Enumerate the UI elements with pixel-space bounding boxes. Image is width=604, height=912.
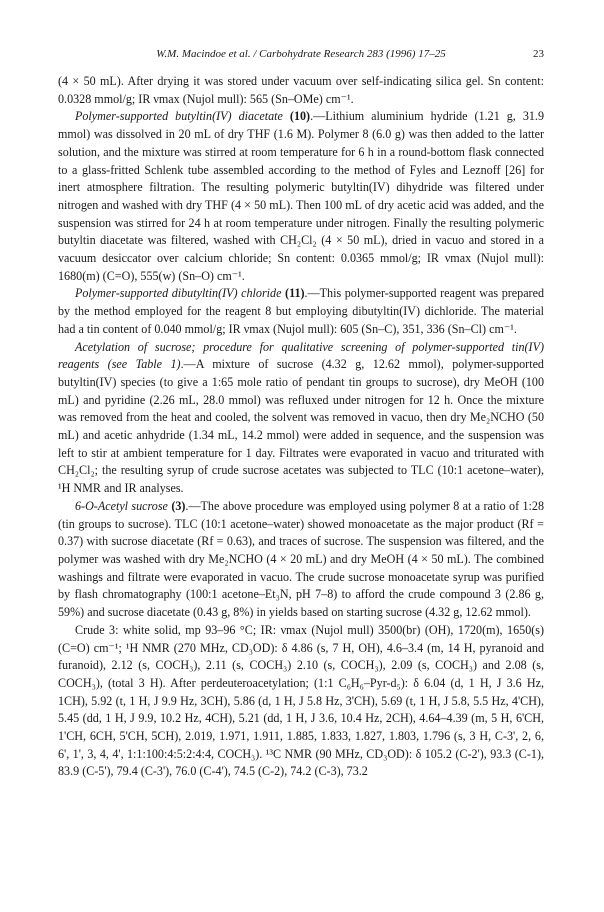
paragraph-acetyl-sucrose xyxy=(58,498,544,622)
section-heading: Acetylation of sucrose; procedure for qualitative screening of polymer-supported tin(IV) reagents (see Table 1) xyxy=(58,339,544,372)
section-heading: 6-O-Acetyl sucrose xyxy=(75,498,172,513)
heading-dash: .— xyxy=(180,357,196,372)
heading-dash: .— xyxy=(304,286,320,301)
paragraph-text: (4 × 50 mL). After drying it was stored under vacuum over self-indicating silica gel. Sn content: 0.0328 mmol/g; IR νmax (Nujol mull): 565 (Sn–OMe) cm⁻¹. xyxy=(58,74,544,106)
heading-dash: .— xyxy=(185,498,201,513)
compound-number: (3) xyxy=(171,498,186,513)
paragraph-crude-3-characterization xyxy=(58,622,544,781)
paragraph-text: A mixture of sucrose (4.32 g, 12.62 mmol), polymer-supported butyltin(IV) species (to give a 1:65 mole ratio of pendant tin groups to sucrose), dry MeOH (100 mL) and pyridine (2.26 mL, 28.0 mmol) was refluxed under nitrogen for 12 h. Once the mixture was removed from the heat and cooled, the solvent was removed in vacuo, then dry Me₂NCHO (50 mL) and acetic anhydride (1.34 mL, 14.2 mmol) were added in sequence, and the suspension was left to stir at ambient temperature for 1 day. Filtrates were evaporated in vacuo and triturated with CH₂Cl₂; the resulting syrup of crude sucrose acetates was subjected to TLC (10:1 acetone–water), ¹H NMR and IR analyses. xyxy=(58,357,544,496)
running-head: W.M. Macindoe et al. / Carbohydrate Research 283 (1996) 17–25 xyxy=(156,48,446,60)
paragraph-text: Crude 3: white solid, mp 93–96 °C; IR: νmax (Nujol mull) 3500(br) (OH), 1720(m), 1650(s) (C=O) cm⁻¹; ¹H NMR (270 MHz, CD₃OD): δ 4.86 (s, 7 H, OH), 4.6–3.4 (m, 14 H, pyranoid and furanoid), 2.12 (s, COCH₃), 2.11 (s, COCH₃) 2.10 (s, COCH₃), 2.09 (s, COCH₃) and 2.08 (s, COCH₃), (total 3 H). After perdeuteroacetylation; (1:1 C₆H₆–Pyr-d₅): δ 6.04 (d, 1 H, J 3.6 Hz, 1CH), 5.92 (t, 1 H, J 9.9 Hz, 3CH), 5.86 (d, 1 H, J 5.8 Hz, 3'CH), 5.69 (t, 1 H, J 5.8, 5.5 Hz, 4'CH), 5.45 (dd, 1 H, J 9.9, 10.2 Hz, 4CH), 5.21 (dd, 1 H, J 3.6, 10.4 Hz, 2CH), 4.64–4.39 (m, 5 H, 6'CH, 1'CH, 6CH, 5'CH, 5CH), 2.019, 1.971, 1.911, 1.885, 1.833, 1.827, 1.803, 1.796 (s, 3 H, C-3', 2, 6, 6', 1', 3, 4, 4', 1:1:100:4:5:2:4:4, COCH₃). ¹³C NMR (90 MHz, CD₃OD): δ 105.2 (C-2'), 93.3 (C-1), 83.9 (C-5'), 79.4 (C-3'), 76.0 (C-4'), 74.5 (C-2), 74.2 (C-3), 73.2 xyxy=(58,622,544,779)
page-number: 23 xyxy=(533,48,544,60)
compound-number: (10) xyxy=(289,109,311,124)
paragraph-text: Lithium aluminium hydride (1.21 g, 31.9 mmol) was dissolved in 20 mL of dry THF (1.6 M). Polymer 8 (6.0 g) was then added to the latter solution, and the mixture was stirred at room temperature for 6 h in a round-bottom flask connected to a glass-fritted Schlenk tube assembled according to the method of Fyles and Leznoff [26] for inert atmosphere filtration. The resulting polymeric butyltin(IV) dihydride was filtered under nitrogen and washed with dry THF (4 × 50 mL). Then 100 mL of dry acetic acid was added, and the suspension was stirred for 24 h at room temperature under nitrogen. Finally the resulting polymeric butyltin diacetate was filtered, washed with CH₂Cl₂ (4 × 50 mL), dried in vacuo and stored in a vacuum desiccator over calcium chloride; Sn content: 0.0365 mmol/g; IR νmax (Nujol mull): 1680(m) (C=O), 555(w) (Sn–O) cm⁻¹. xyxy=(58,109,545,283)
section-heading: Polymer-supported butyltin(IV) diacetate xyxy=(75,109,290,124)
section-heading: Polymer-supported dibutyltin(IV) chloride xyxy=(75,286,286,301)
heading-dash: .— xyxy=(310,109,326,124)
paragraph-butyltin-diacetate xyxy=(58,108,544,285)
paragraph-sn-content xyxy=(58,73,544,108)
compound-number: (11) xyxy=(285,286,305,301)
page-header xyxy=(58,48,544,68)
paragraph-dibutyltin-chloride xyxy=(58,285,544,338)
paragraph-text: This polymer-supported reagent was prepared by the method employed for the reagent 8 but employing dibutyltin(IV) dichloride. The material had a tin content of 0.040 mmol/g; IR νmax (Nujol mull): 605 (Sn–C), 351, 336 (Sn–Cl) cm⁻¹. xyxy=(58,286,545,336)
paragraph-text: The above procedure was employed using polymer 8 at a ratio of 1:28 (tin groups to sucrose). TLC (10:1 acetone–water) showed monoacetate as the major product (Rf = 0.37) with sucrose diacetate (Rf = 0.63), and traces of sucrose. The suspension was filtered, and the polymer was washed with dry Me₂NCHO (4 × 20 mL) and dry MeOH (4 × 50 mL). The combined washings and filtrate were evaporated in vacuo. The crude sucrose monoacetate syrup was purified by flash chromatography (100:1 acetone–Et₃N, pH 7–8) to afford the crude compound 3 (2.86 g, 59%) and sucrose diacetate (0.43 g, 8%) in yields based on starting sucrose (4.32 g, 12.62 mmol). xyxy=(58,498,544,620)
paragraph-acetylation-procedure xyxy=(58,339,544,498)
body-text xyxy=(58,73,544,781)
